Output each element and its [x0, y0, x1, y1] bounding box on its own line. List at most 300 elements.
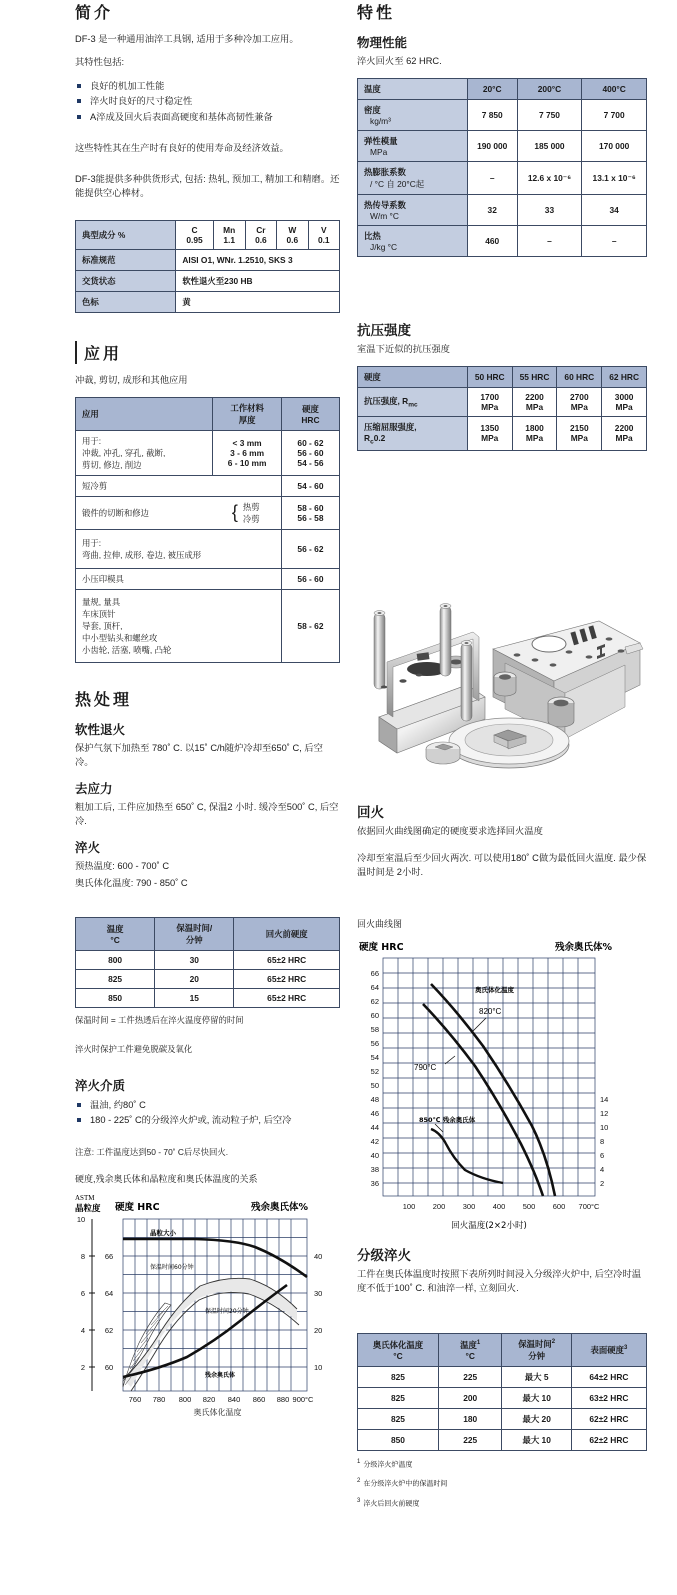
chart2-label-790c: 790°C	[414, 1063, 437, 1073]
chart1-xticks	[129, 1395, 314, 1404]
table-row	[76, 430, 340, 475]
composition-row-label: 典型成分 %	[76, 220, 176, 249]
value: 1800	[525, 423, 544, 434]
svg-text:42: 42	[370, 1137, 379, 1147]
col-header-55hrc: 55 HRC	[512, 366, 557, 387]
quenching-media-title: 淬火介质	[75, 1077, 126, 1093]
svg-text:46: 46	[370, 1109, 379, 1119]
svg-text:66: 66	[104, 1252, 114, 1262]
element-value: 0.1	[317, 234, 330, 245]
hardness-value: 60 - 62	[297, 437, 324, 448]
app-cell-2: 短冷剪	[76, 475, 282, 496]
chart1-caption: 硬度,残余奥氏体和晶粒度和奥氏体温度的关系	[75, 1174, 258, 1185]
specificheat-200c: –	[517, 225, 582, 256]
property-unit: MPa	[370, 146, 388, 157]
brace-icon: {	[231, 502, 238, 523]
table-row	[76, 291, 340, 312]
svg-text:820: 820	[202, 1395, 216, 1405]
footnote-3	[357, 1496, 647, 1510]
app-text-line: 锻件的切断和修边	[82, 507, 149, 518]
element-value: 0.6	[286, 234, 299, 245]
svg-text:600: 600	[552, 1202, 566, 1212]
intro-paragraph-3: 这些特性其在生产时有良好的使用寿命及经济效益。	[75, 143, 289, 154]
chart1-grainsize-label: 晶粒度	[75, 1204, 101, 1215]
chart2-ra-ticks	[600, 1095, 608, 1188]
table-row	[76, 496, 340, 529]
svg-text:30: 30	[314, 1289, 323, 1299]
aus-temp: 850	[358, 1430, 439, 1451]
table-header-row	[76, 397, 340, 430]
value: 2200	[525, 391, 544, 402]
temp-value: 800	[76, 951, 155, 970]
col-header-62hrc: 62 HRC	[602, 366, 647, 387]
svg-text:62: 62	[104, 1326, 114, 1336]
physical-properties-subheading: 物理性能	[357, 35, 408, 50]
intro-paragraph-4: DF-3能提供多种供货形式, 包括: 热轧, 预加工, 精加工和精磨。还能提供空心棒材。	[75, 174, 340, 198]
applications-table	[75, 397, 340, 663]
unit: MPa	[525, 401, 544, 412]
footnote-1	[357, 1457, 647, 1471]
app-text-line: 用于:	[82, 537, 102, 548]
svg-text:52: 52	[370, 1067, 379, 1077]
table-header-row	[358, 78, 647, 99]
col-header-thickness-line2: 厚度	[238, 414, 256, 425]
footnote-text: 分级淬火炉温度	[363, 1461, 413, 1469]
hardness-value: 56 - 60	[297, 447, 324, 458]
list-item: 淬火时良好的尺寸稳定性	[75, 94, 340, 108]
element-symbol: Mn	[223, 224, 236, 235]
soaking-time-note: 保温时间 = 工件热透后在淬火温度停留的时间	[75, 1015, 244, 1026]
col-header-line2: °C	[110, 935, 120, 946]
hardness-cell-4: 56 - 62	[281, 529, 339, 568]
svg-text:36: 36	[370, 1179, 379, 1189]
unit: MPa	[615, 401, 633, 412]
col-header-holding-time	[502, 1334, 571, 1367]
property-unit: / °C 自 20°C起	[370, 178, 425, 189]
chart2-yaxis-right-label: 残余奥氏体%	[555, 942, 613, 954]
chart2-yaxis-left-label: 硬度 HRC	[359, 942, 404, 954]
footnote-2	[357, 1476, 647, 1490]
surface-hardness: 62±2 HRC	[571, 1409, 646, 1430]
col-header-austenitizing-temp	[358, 1334, 439, 1367]
svg-text:54: 54	[370, 1053, 379, 1063]
bath-temp: 180	[438, 1409, 502, 1430]
property-label-conductivity	[358, 194, 468, 225]
col-header-surface-hardness	[571, 1334, 646, 1367]
tooling-photograph	[357, 577, 647, 777]
intro-feature-list	[75, 79, 340, 124]
density-200c: 7 750	[517, 99, 582, 130]
svg-text:40: 40	[314, 1252, 323, 1262]
brace-labels	[243, 501, 275, 525]
property-label-specificheat	[358, 225, 468, 256]
hold-time: 最大 20	[502, 1409, 571, 1430]
table-row	[76, 589, 340, 662]
table-row	[76, 270, 340, 291]
surface-hardness: 62±2 HRC	[571, 1430, 646, 1451]
table-row	[76, 989, 340, 1008]
rc02-r: R	[364, 432, 371, 443]
physical-properties-condition: 淬火回火至 62 HRC.	[357, 56, 442, 66]
hardness-cell-5: 56 - 60	[281, 568, 339, 589]
chart2-leader-820c	[473, 1018, 486, 1031]
col-header-thickness	[213, 397, 282, 430]
thickness-cell-1	[213, 430, 282, 475]
brace-label: 热剪	[242, 501, 260, 512]
tempering-heading: 回火	[357, 804, 384, 821]
composition-table	[75, 220, 340, 313]
chart1-label-retained-austenite: 残余奥氏体	[205, 1372, 236, 1380]
tempering-paragraph-1: 依据回火曲线图确定的硬度要求选择回火温度	[357, 825, 543, 836]
value: 1350	[480, 423, 500, 434]
property-name: 热传导系数	[364, 199, 406, 210]
tempering-curve-chart	[357, 936, 647, 1236]
app-text-line: 中小型钻头和螺丝攻	[82, 632, 158, 643]
hardness-value: 54 - 56	[297, 457, 324, 468]
svg-text:900°C: 900°C	[292, 1395, 314, 1405]
aus-temp: 825	[358, 1409, 439, 1430]
composition-cell-c	[176, 220, 213, 249]
chart2-label-820c: 820°C	[479, 1007, 502, 1017]
rmc-50hrc	[467, 387, 512, 416]
rc02-55hrc	[512, 416, 557, 450]
die-tooling-illustration	[357, 577, 647, 777]
bath-temp: 200	[438, 1388, 502, 1409]
svg-text:20: 20	[314, 1326, 323, 1336]
svg-text:10: 10	[600, 1123, 609, 1133]
property-name: 弹性模量	[364, 135, 398, 146]
element-value: 0.6	[255, 234, 267, 245]
footnote-number: 1	[357, 1459, 361, 1466]
small-ring-part	[426, 742, 460, 764]
col-header-hardness: 硬度	[358, 366, 468, 387]
app-cell-3	[76, 496, 282, 529]
hardness-value: 65±2 HRC	[234, 951, 340, 970]
footnote-marker: 3	[624, 1345, 628, 1352]
specificheat-400c: –	[582, 225, 647, 256]
svg-text:50: 50	[370, 1081, 379, 1091]
rc02-label-text: 压缩屈服强度,	[364, 421, 417, 432]
app-cell-1	[76, 430, 213, 475]
table-row	[76, 568, 340, 589]
svg-text:200: 200	[432, 1202, 446, 1212]
rc02-62hrc	[602, 416, 647, 450]
chart2-xaxis-label: 回火温度(2×2小时)	[451, 1221, 527, 1232]
unit: MPa	[481, 433, 499, 444]
element-value: 0.95	[186, 234, 203, 245]
conductivity-20c: 32	[467, 194, 517, 225]
col-header-line2: °C	[393, 1351, 403, 1362]
chart1-hrc-ticks	[105, 1252, 113, 1372]
value: 2700	[569, 391, 589, 402]
aus-temp: 825	[358, 1388, 439, 1409]
app-cell-4	[76, 529, 282, 568]
col-header-200c: 200°C	[517, 78, 582, 99]
svg-text:56: 56	[370, 1039, 379, 1049]
hardening-table	[75, 917, 340, 1008]
bath-temp: 225	[438, 1367, 502, 1388]
row-label-rc02	[358, 416, 468, 450]
physical-properties-table	[357, 78, 647, 257]
martempering-table	[357, 1333, 647, 1451]
svg-text:400: 400	[492, 1202, 506, 1212]
composition-cell-v	[308, 220, 339, 249]
svg-text:12: 12	[600, 1109, 609, 1119]
stamped-lid-part	[449, 718, 569, 768]
svg-text:8: 8	[600, 1137, 605, 1147]
specificheat-20c: 460	[467, 225, 517, 256]
col-header-line1: 保温时间/	[176, 923, 213, 934]
col-header-text: 保温时间	[518, 1339, 552, 1350]
svg-text:2: 2	[600, 1179, 605, 1189]
stress-relief-title: 去应力	[75, 780, 113, 796]
col-header-thickness-line1: 工作材料	[230, 402, 264, 413]
hardness-cell-2: 54 - 60	[281, 475, 339, 496]
time-value: 30	[155, 951, 234, 970]
hardness-value: 56 - 58	[297, 512, 324, 523]
svg-text:6: 6	[80, 1289, 86, 1299]
table-row	[358, 416, 647, 450]
col-header-temperature: 温度	[358, 78, 468, 99]
table-row	[358, 130, 647, 161]
svg-text:6: 6	[600, 1151, 605, 1161]
hardening-preheat: 预热温度: 600 - 700˚ C	[75, 860, 170, 871]
temp-value: 850	[76, 989, 155, 1008]
intro-paragraph-2: 其特性包括:	[75, 56, 125, 67]
properties-heading: 特性	[357, 3, 396, 22]
stress-relief-text: 粗加工后, 工件应加热至 650˚ C, 保温2 小时. 缓冷至500˚ C, 后空冷.	[75, 801, 339, 826]
element-symbol: V	[320, 224, 327, 235]
element-symbol: C	[191, 224, 198, 235]
col-header-line2: 分钟	[185, 935, 203, 946]
row-value-standard: AISI O1, WNr. 1.2510, SKS 3	[176, 249, 340, 270]
property-unit: W/m °C	[370, 210, 399, 221]
bath-temp: 225	[438, 1430, 502, 1451]
app-text-line: 车床顶针	[82, 608, 116, 619]
hardening-austenitizing: 奥氏体化温度: 790 - 850˚ C	[75, 877, 188, 888]
col-header-application: 应用	[76, 397, 213, 430]
rc02-tail: 0.2	[373, 432, 386, 443]
property-name: 密度	[364, 104, 381, 115]
composition-cell-mn	[213, 220, 245, 249]
property-unit: kg/m³	[370, 115, 391, 126]
chart1-yaxis-right-label: 残余奥氏体%	[251, 1202, 309, 1214]
col-header-line1: 奥氏体化温度	[372, 1340, 424, 1351]
svg-text:4: 4	[600, 1165, 605, 1175]
left-column	[75, 0, 340, 1418]
col-header-line1: 温度	[106, 924, 124, 935]
unit: MPa	[525, 433, 544, 444]
hardness-cell-3	[281, 496, 339, 529]
svg-text:4: 4	[80, 1326, 86, 1336]
conductivity-200c: 33	[517, 194, 582, 225]
svg-text:58: 58	[370, 1025, 379, 1035]
footnote-number: 2	[357, 1478, 361, 1485]
heat-treatment-heading: 热处理	[75, 689, 133, 709]
chart1-series-grainsize	[123, 1239, 307, 1277]
element-value: 1.1	[223, 234, 235, 245]
col-header-line1	[445, 1339, 496, 1351]
chart1-ra-ticks	[314, 1252, 322, 1372]
svg-text:44: 44	[370, 1123, 379, 1133]
list-item: 良好的机加工性能	[75, 79, 340, 93]
footnote-text: 淬火后回火前硬度	[363, 1500, 420, 1507]
row-label-rmc	[358, 387, 468, 416]
row-label-delivery: 交货状态	[76, 270, 176, 291]
value: 3000	[614, 391, 634, 402]
col-header-line2: °C	[465, 1351, 475, 1362]
value: 2200	[614, 423, 634, 434]
col-header-hardness	[281, 397, 339, 430]
svg-text:10: 10	[314, 1363, 323, 1373]
hold-time: 最大 10	[502, 1388, 571, 1409]
table-header-row	[76, 918, 340, 951]
chart2-caption: 回火曲线图	[357, 919, 403, 930]
rc02-subscript: c	[370, 438, 374, 446]
hold-time: 最大 5	[502, 1367, 571, 1388]
svg-text:48: 48	[370, 1095, 379, 1105]
hardness-value: 65±2 HRC	[234, 970, 340, 989]
col-header-text: 温度	[460, 1340, 477, 1351]
row-value-delivery: 软性退火至230 HB	[176, 270, 340, 291]
svg-text:66: 66	[370, 969, 379, 979]
svg-text:38: 38	[370, 1165, 379, 1175]
col-header-50hrc: 50 HRC	[467, 366, 512, 387]
svg-text:780: 780	[152, 1395, 166, 1405]
svg-text:62: 62	[370, 997, 379, 1007]
app-text-line: 剪切, 修边, 削边	[82, 459, 142, 470]
value: 1700	[480, 391, 500, 402]
chart2-hrc-ticks	[371, 969, 379, 1188]
rmc-subscript: mc	[408, 401, 418, 409]
chart2-annotation-austenitizing: 奥氏体化温度	[475, 986, 514, 995]
col-header-bath-temp	[438, 1334, 502, 1367]
col-header-60hrc: 60 HRC	[557, 366, 602, 387]
tempering-paragraph-2: 冷却至室温后至少回火两次. 可以使用180˚ C做为最低回火温度. 最少保温时间是 2小时.	[357, 853, 647, 878]
col-header-line1	[508, 1338, 564, 1350]
table-row	[358, 194, 647, 225]
chart1-label-20min: 保温时间20分钟	[205, 1308, 249, 1316]
chart1-label-grainsize: 晶粒大小	[150, 1229, 176, 1238]
rmc-62hrc	[602, 387, 647, 416]
rc02-60hrc	[557, 416, 602, 450]
list-item: A淬成及回火后表面高硬度和基体高韧性兼备	[75, 110, 340, 124]
table-row	[76, 475, 340, 496]
soft-annealing-title: 软性退火	[75, 721, 126, 737]
table-row	[358, 1430, 647, 1451]
table-row	[76, 249, 340, 270]
conductivity-400c: 34	[582, 194, 647, 225]
compressive-strength-heading: 抗压强度	[357, 322, 411, 339]
value: 2150	[569, 423, 589, 434]
col-header-hardness-line1: 硬度	[302, 403, 319, 414]
chart2-series-retained-austenite	[431, 1129, 503, 1183]
svg-text:2: 2	[80, 1363, 86, 1373]
app-cell-6	[76, 589, 282, 662]
property-label-expansion	[358, 161, 468, 194]
row-value-colorcode: 黄	[176, 291, 340, 312]
svg-text:8: 8	[80, 1252, 86, 1262]
svg-text:800: 800	[178, 1395, 192, 1405]
right-column	[357, 0, 647, 1510]
svg-text:64: 64	[104, 1289, 114, 1299]
temp-value: 825	[76, 970, 155, 989]
table-row	[76, 220, 340, 249]
list-item: 温油, 约80˚ C	[75, 1098, 340, 1112]
property-name: 比热	[364, 230, 381, 241]
svg-text:100: 100	[402, 1202, 416, 1212]
svg-text:60: 60	[104, 1363, 114, 1373]
table-row	[76, 970, 340, 989]
svg-text:860: 860	[252, 1395, 266, 1405]
expansion-20c: –	[467, 161, 517, 194]
hardening-title: 淬火	[75, 839, 101, 855]
rmc-60hrc	[557, 387, 602, 416]
unit: MPa	[570, 433, 588, 444]
svg-text:700°C: 700°C	[578, 1202, 600, 1212]
thickness-value: 3 - 6 mm	[230, 447, 265, 458]
composition-cell-w	[277, 220, 308, 249]
property-label-modulus	[358, 130, 468, 161]
row-label-colorcode: 色标	[76, 291, 176, 312]
table-row	[358, 1409, 647, 1430]
app-text-line: 弯曲, 拉伸, 成形, 卷边, 被压成形	[82, 549, 202, 560]
thickness-value: 6 - 10 mm	[227, 457, 267, 468]
chart1-label-60min: 保温时间60分钟	[150, 1264, 194, 1272]
surface-hardness: 63±2 HRC	[571, 1388, 646, 1409]
table-row	[358, 1388, 647, 1409]
compressive-strength-table	[357, 366, 647, 451]
expansion-200c: 12.6 x 10⁻⁶	[517, 161, 582, 194]
modulus-200c: 185 000	[517, 130, 582, 161]
applications-heading: 应用	[75, 341, 340, 364]
unit: MPa	[615, 433, 633, 444]
unit: MPa	[481, 401, 499, 412]
rmc-label-text: 抗压强度, R	[364, 396, 409, 407]
app-text-line: 量规, 量具	[82, 596, 121, 607]
col-header-line2: 分钟	[528, 1351, 546, 1362]
col-header-hardness-before-temper: 回火前硬度	[234, 918, 340, 951]
thickness-value: < 3 mm	[232, 437, 262, 448]
time-value: 15	[155, 989, 234, 1008]
col-header-temperature	[76, 918, 155, 951]
app-text-line: 冲裁, 冲孔, 穿孔, 截断,	[82, 447, 166, 458]
martempering-paragraph: 工件在奥氏体温度时按照下表所列时间浸入分级淬火炉中, 后空冷时温度不低于100˚ C. 和油淬一样, 立刻回火.	[357, 1269, 642, 1294]
table-row	[358, 387, 647, 416]
hold-time: 最大 10	[502, 1430, 571, 1451]
property-name: 热膨胀系数	[364, 166, 406, 177]
quenching-media-list	[75, 1098, 340, 1128]
hardness-cell-1	[281, 430, 339, 475]
svg-text:840: 840	[227, 1395, 241, 1405]
hardness-cell-6: 58 - 62	[281, 589, 339, 662]
property-label-density	[358, 99, 468, 130]
col-header-400c: 400°C	[582, 78, 647, 99]
time-value: 20	[155, 970, 234, 989]
modulus-400c: 170 000	[582, 130, 647, 161]
aus-temp: 825	[358, 1367, 439, 1388]
table-row	[76, 951, 340, 970]
chart1-yaxis-left-label: 硬度 HRC	[115, 1202, 160, 1214]
rc02-symbol	[364, 433, 461, 446]
chart2-label-retained-austenite: 850℃ 残余奥氏体	[419, 1116, 476, 1125]
svg-text:64: 64	[370, 983, 379, 993]
element-symbol: Cr	[256, 224, 266, 235]
footnote-marker: 1	[476, 1340, 481, 1347]
chart2-xticks	[403, 1202, 600, 1211]
table-header-row	[358, 366, 647, 387]
app-cell-5: 小压印模具	[76, 568, 282, 589]
